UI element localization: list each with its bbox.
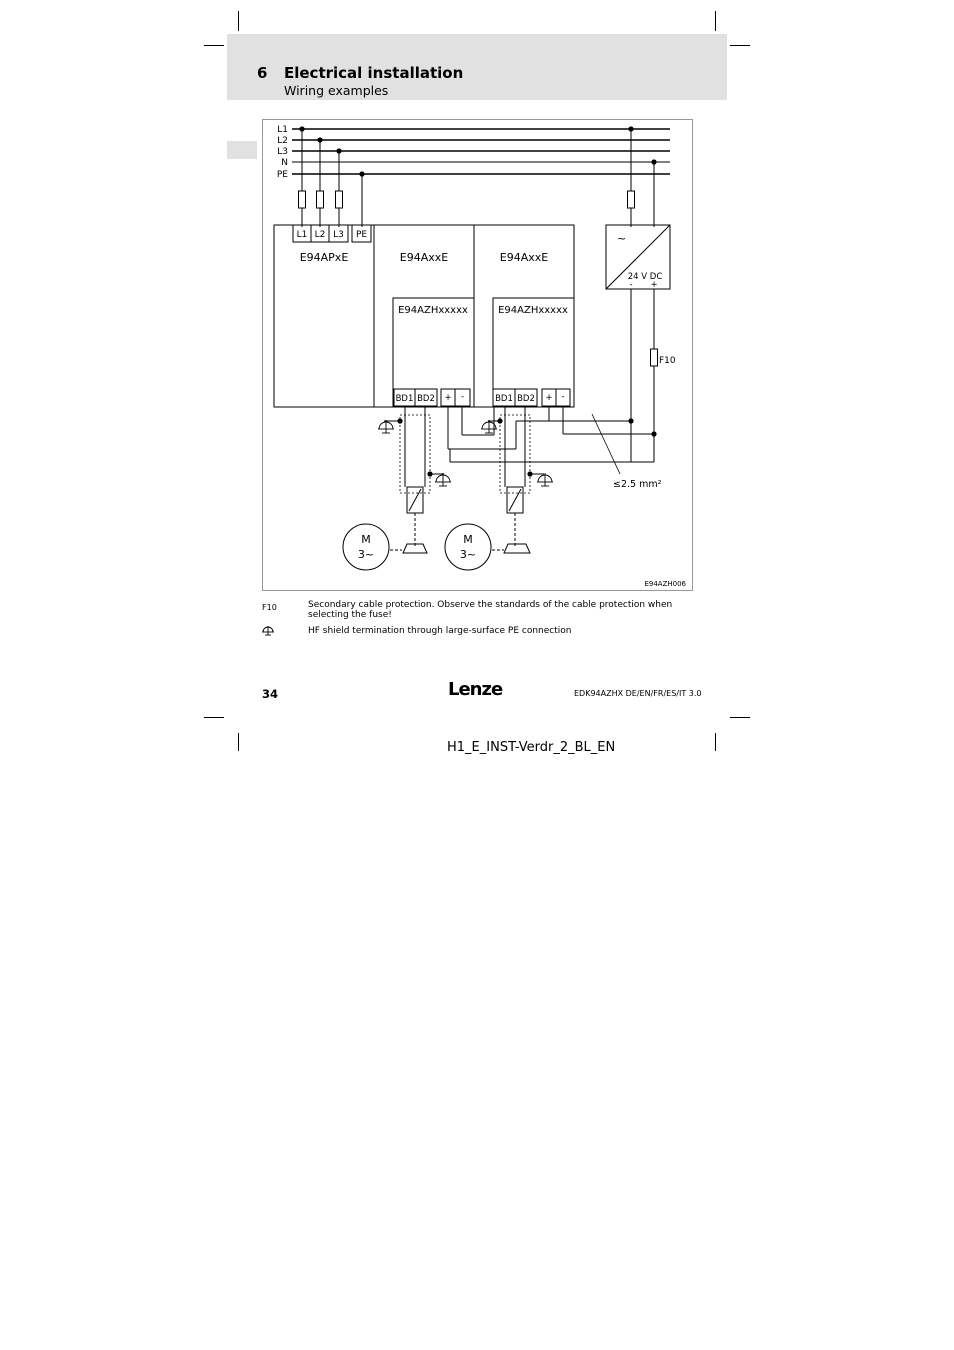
coupling-2 (504, 544, 530, 553)
terminal-label: BD2 (417, 394, 435, 404)
figure-id: E94AZH006 (644, 580, 686, 588)
motor-label: M (463, 533, 473, 546)
module-label: E94AxxE (499, 251, 549, 264)
note-text: HF shield termination through large-surface PE connection (308, 626, 572, 636)
crop-mark (204, 45, 224, 46)
chapter-number: 6 (257, 64, 268, 82)
wiring-diagram (262, 119, 693, 591)
motor-label: 3~ (459, 548, 477, 561)
crop-mark (238, 11, 239, 31)
bus-label: L3 (277, 147, 288, 157)
bus-label: N (281, 158, 288, 168)
module-label: E94APxE (299, 251, 349, 264)
bus-label: L1 (277, 125, 288, 135)
job-id: H1_E_INST-Verdr_2_BL_EN (447, 740, 616, 755)
motor-label: 3~ (357, 548, 375, 561)
cable-size-note: ≤2.5 mm² (613, 479, 662, 490)
fuse-psu (628, 191, 635, 208)
crop-mark (715, 11, 716, 31)
encoder-module-label: E94AZHxxxxx (398, 305, 468, 316)
chapter-title: Electrical installation (284, 64, 464, 82)
side-tab (227, 141, 257, 159)
page-number: 34 (262, 687, 279, 701)
crop-mark (204, 717, 224, 718)
supply-terminal-label: L1 (296, 230, 308, 240)
crop-mark (730, 717, 750, 718)
terminal-label: + (545, 393, 553, 403)
document-id: EDK94AZHX DE/EN/FR/ES/IT 3.0 (574, 689, 702, 698)
psu-minus-label: - (629, 280, 633, 290)
crop-mark (238, 733, 239, 751)
shield-termination-icon (537, 473, 553, 486)
terminal-label: BD1 (395, 394, 414, 404)
encoder-module-label: E94AZHxxxxx (498, 305, 568, 316)
bus-label: PE (276, 170, 288, 180)
supply-terminal-label: L3 (333, 230, 344, 240)
psu-plus-label: + (650, 280, 658, 290)
shield-termination-icon (481, 420, 497, 433)
note-text: Secondary cable protection. Observe the standards of the cable protection when selecting the fuse! (308, 600, 673, 620)
fuse-l2 (317, 191, 324, 208)
fuse-l3 (336, 191, 343, 208)
psu-output-label: 24 V DC (627, 272, 663, 282)
crop-mark (730, 45, 750, 46)
fuse-l1 (299, 191, 306, 208)
terminal-label: BD2 (517, 394, 535, 404)
shield-termination-icon (435, 473, 451, 486)
terminal-label: - (561, 392, 565, 402)
supply-terminal-label: PE (355, 230, 368, 240)
psu-ac-symbol: ~ (617, 232, 627, 245)
note-code: F10 (262, 603, 277, 612)
crop-mark (715, 733, 716, 751)
terminal-label: BD1 (495, 394, 513, 404)
shield-termination-icon (378, 420, 394, 433)
fuse-f10 (651, 349, 658, 366)
chapter-subtitle: Wiring examples (284, 83, 389, 98)
fuse-label: F10 (659, 356, 676, 366)
terminal-label: - (460, 392, 465, 402)
brand-logo: Lenze (448, 679, 503, 700)
motor-2 (445, 524, 491, 570)
motor-label: M (361, 533, 371, 546)
module-label: E94AxxE (399, 251, 449, 264)
terminal-label: + (444, 393, 452, 403)
motor-1 (343, 524, 389, 570)
supply-terminal-label: L2 (314, 230, 326, 240)
bus-label: L2 (277, 136, 288, 146)
shield-termination-icon (261, 625, 275, 637)
